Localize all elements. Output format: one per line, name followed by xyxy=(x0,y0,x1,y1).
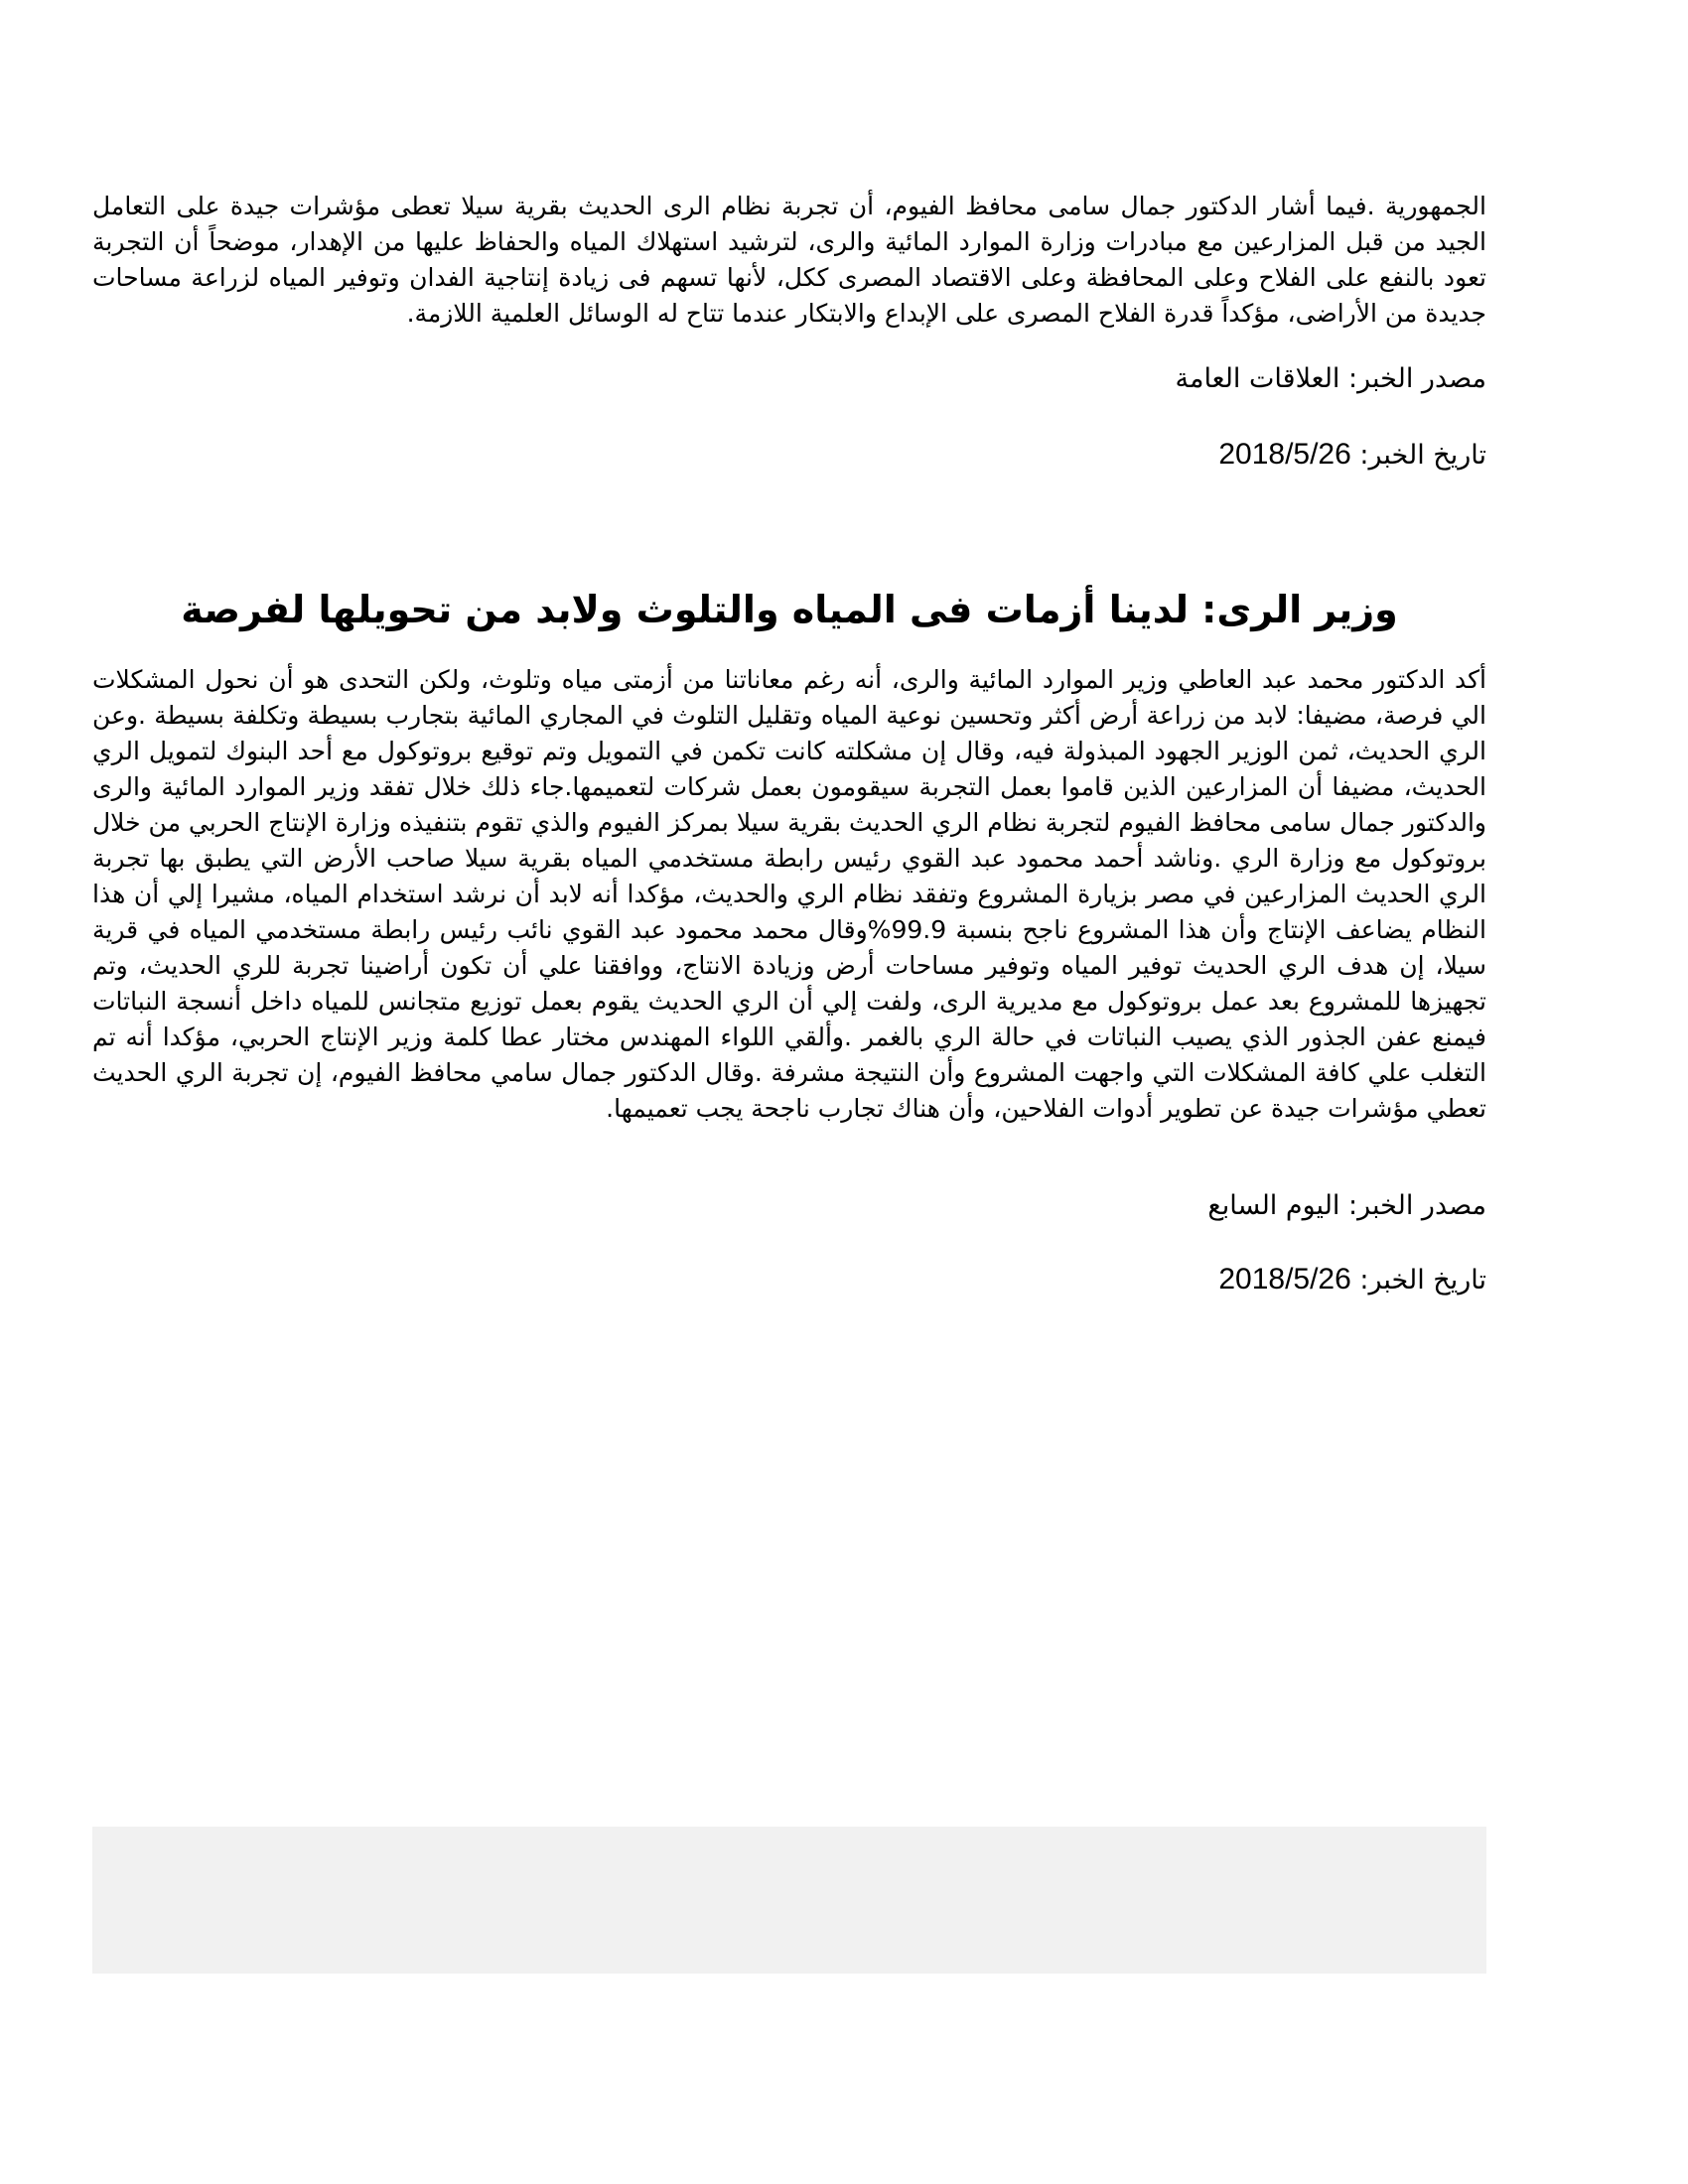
source-label: مصدر الخبر: xyxy=(1339,1190,1486,1221)
article-1-source xyxy=(92,361,1486,397)
source-value: العلاقات العامة xyxy=(1175,363,1340,394)
footer-shaded-box xyxy=(92,1827,1486,1974)
source-label: مصدر الخبر: xyxy=(1339,363,1486,394)
article-2-headline: وزير الرى: لدينا أزمات فى المياه والتلوث ولابد من تحويلها لفرصة xyxy=(181,588,1398,631)
date-value: 2018/5/26 xyxy=(1218,438,1351,471)
article-2-date xyxy=(92,1262,1486,1298)
date-label: تاريخ الخبر: xyxy=(1350,440,1486,471)
article-2-body: أكد الدكتور محمد عبد العاطي وزير الموارد المائية والرى، أنه رغم معاناتنا من أزمتى مياه وتلوث، ولكن التحدى هو أن نحول المشكلات الي فرصة، مضيفا: لابد من زراعة أرض أكثر وتحسين نوعية المياه وتقليل التلوث في المجاري المائية بتجارب بسيطة وتكلفة بسيطة .وعن الري الحديث، ثمن الوزير الجهود المبذولة فيه، وقال إن مشكلته كانت تكمن في التمويل وتم توقيع بروتوكول مع أحد البنوك لتمويل الري الحديث، مضيفا أن المزارعين الذين قاموا بعمل التجربة سيقومون بعمل شركات لتعميمها.جاء ذلك خلال تفقد وزير الموارد المائية والرى والدكتور جمال سامى محافظ الفيوم لتجربة نظام الري الحديث بقرية سيلا بمركز الفيوم والذي تقوم بتنفيذه وزارة الإنتاج الحربي من خلال بروتوكول مع وزارة الري .وناشد أحمد محمود عبد القوي رئيس رابطة مستخدمي المياه بقرية سيلا صاحب الأرض التي يطبق بها تجربة الري الحديث المزارعين في مصر بزيارة المشروع وتفقد نظام الري والحديث، مؤكدا أنه لابد أن نرشد استخدام المياه، مشيرا إلي أن هذا النظام يضاعف الإنتاج وأن هذا المشروع ناجح بنسبة 99.9%وقال محمد محمود عبد القوي نائب رئيس رابطة مستخدمي المياه في قرية سيلا، إن هدف الري الحديث توفير المياه وتوفير مساحات أرض وزيادة الانتاج، ووافقنا علي أن تكون أراضينا تجربة للري الحديث، وتم تجهيزها للمشروع بعد عمل بروتوكول مع مديرية الرى، ولفت إلي أن الري الحديث يقوم بعمل توزيع متجانس للمياه داخل أنسجة النباتات فيمنع عفن الجذور الذي يصيب النباتات في حالة الري بالغمر .وألقي اللواء المهندس مختار عطا كلمة وزير الإنتاج الحربي، مؤكدا أنه تم التغلب علي كافة المشكلات التي واجهت المشروع وأن النتيجة مشرفة .وقال الدكتور جمال سامي محافظ الفيوم، إن تجربة الري الحديث تعطي مؤشرات جيدة عن تطوير أدوات الفلاحين، وأن هناك تجارب ناجحة يجب تعميمها. xyxy=(92,665,1486,1123)
date-value: 2018/5/26 xyxy=(1218,1263,1351,1296)
document-page xyxy=(92,189,1486,1298)
article-2-source xyxy=(92,1188,1486,1224)
date-label: تاريخ الخبر: xyxy=(1350,1265,1486,1296)
source-value: اليوم السابع xyxy=(1207,1190,1340,1221)
article-1-body: الجمهورية .فيما أشار الدكتور جمال سامى محافظ الفيوم، أن تجربة نظام الرى الحديث بقرية سيلا تعطى مؤشرات جيدة على التعامل الجيد من قبل المزارعين مع مبادرات وزارة الموارد المائية والرى، لترشيد استهلاك المياه والحفاظ عليها من الإهدار، موضحاً أن التجربة تعود بالنفع على الفلاح وعلى المحافظة وعلى الاقتصاد المصرى ككل، لأنها تسهم فى زيادة إنتاجية الفدان وتوفير المياه لزراعة مساحات جديدة من الأراضى، مؤكداً قدرة الفلاح المصرى على الإبداع والابتكار عندما تتاح له الوسائل العلمية اللازمة. xyxy=(92,192,1486,328)
article-1-date xyxy=(92,437,1486,474)
